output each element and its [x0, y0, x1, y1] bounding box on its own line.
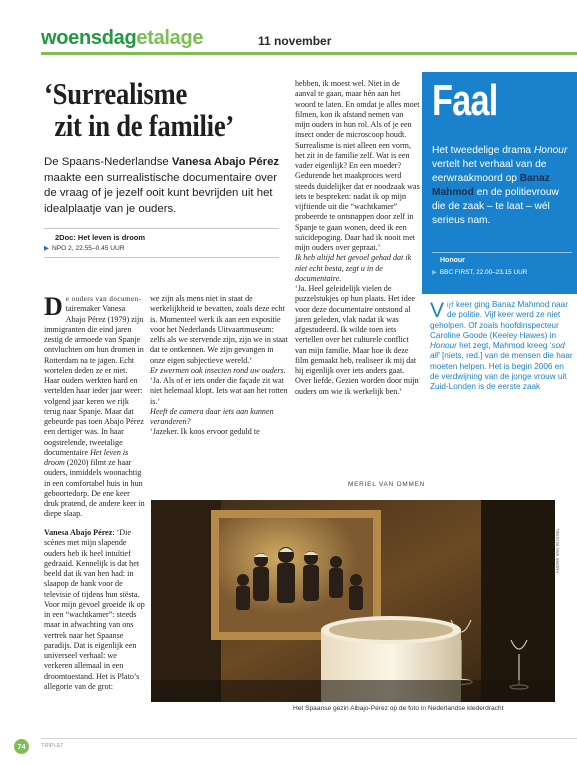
sidebar-body-text: keer ging Banaz Mahmod naar de politie. Vijf keer werd ze niet geholpen. Of zoals hoofdinspecteur Caroline Goode (Keeley Hawes) in [430, 300, 568, 340]
col1-film-title: Het leven is droom [44, 447, 129, 467]
intro-name: Vanesa Abajo Pérez [171, 156, 280, 168]
sidebar-body [430, 300, 575, 392]
section-brand [41, 27, 203, 50]
play-arrow-icon: ▶ [432, 269, 437, 276]
sidebar-intro-mid: vertelt het verhaal van de eerwraakmoord op [432, 159, 547, 184]
magazine-name: TRIPLE7 [41, 743, 64, 749]
sidebar-show-name: Honour [533, 145, 568, 156]
brand-part-2: etalage [136, 27, 204, 49]
header-rule [41, 52, 577, 55]
photo-caption: Het Spaanse gezin Albajo-Pérez op de foto in Nederlandse klederdracht [293, 705, 504, 712]
tv-listing-meta [44, 244, 279, 252]
sidebar-intro-pre: Het tweedelige drama [432, 145, 534, 156]
page-title [44, 78, 259, 142]
tv-meta-text: NPO 2, 22.55–0.45 UUR [52, 245, 125, 252]
sidebar-victim-name: Banaz Mahmod [432, 173, 550, 198]
col3-text: hebben, ik moest wel. Niet in de aanval te gaan, maar hén aan het woord te laten. En omdat je alles moet filmen, kon ik afstand nemen van mijn ouders in hun rol. Als of je een insect onder de microscoop houdt. Surrealisme is niet alleen een vorm, het zit in de familie zelf. Wat is een vader eigenlijk? En een moeder? Gedurende het maakproces werd steeds duidelijker dat er noodzaak was iets te bespreken: nadat ik op mijn vijftiende uit die “wachtkamer” probeerde te ontsnappen door zelf in Spanje te gaan wonen, deed ik een suïcidepoging. Daar had ik nooit met mijn ouders over gepraat.’ [295, 79, 420, 252]
article-column-3 [295, 79, 420, 397]
page-number: 74 [14, 739, 29, 754]
sidebar-title: Faal [432, 76, 498, 125]
sidebar-lead: ijf [447, 300, 454, 309]
headline-line-1: ‘Surrealisme [44, 76, 188, 111]
col1-text: tairemaker Vanesa Abajo Pérez (1979) zijn immigranten die eind jaren zestig de armoede van Spanje ontvluchten om hun dromen in Rotterdam na te jagen. Echt wortelen deden ze er niet. Haar ouders werkten hard en vertelden haar ieder jaar weer: volgend jaar keren we rijk terug naar Spanje. Maar dat gebeurde pas toen Abajo Pérez een dertiger was. In haar oogstrelende, tweetalige documentaire [44, 304, 144, 457]
sidebar-body-text-3: ’ [niets, red.] van de mensen die haar moeten helpen. Het is begin 2006 en de verdwijning van de jonge vrouw uit Zuid-Londen is de eerste zaak [430, 351, 573, 391]
sidebar-quote: sod all [430, 341, 565, 361]
intro-paragraph [44, 155, 288, 217]
tv-listing [44, 228, 279, 258]
sidebar-intro-post: en de politievrouw die de zaak – te laat – wél serieus nam. [432, 187, 559, 226]
sidebar-show-meta [432, 268, 527, 276]
footer-rule [41, 738, 577, 739]
photo-credit: ANDRÉ VAN RIJSSEL [555, 528, 560, 574]
interview-question-3: Ik heb altijd het gevoel gehad dat ik niet echt besta, zegt u in de documentaire. [295, 253, 412, 283]
speaker-name: Vanesa Abajo Pérez [44, 528, 113, 537]
intro-text-post: maakte een surrealistische documentaire over de vraag of je jezelf ooit kunt bevrijden uit het idealplaatje van je ouders. [44, 171, 277, 215]
byline: MERIEL VAN OMMEN [348, 481, 426, 488]
sidebar-body-show: Honour [430, 341, 457, 350]
col2-text: we zijn als mens niet in staat de werkelijkheid te bevatten, zoals deze echt is. Momenteel werk ik aan een expositie voor het Nederlands Uitvaartmuseum: zelfs als we stervende zijn, zijn we in staat dat te ontkennen. We zijn gevangen in onze eigen subjectieve wereld.’ [150, 294, 288, 365]
interview-answer-2: ‘Jazeker. Ik koos ervoor geduld te [150, 427, 260, 437]
lead-text: e ouders van documen- [65, 295, 142, 303]
interview-question-1: Er zwermen ook insecten rond uw ouders. [150, 365, 286, 375]
col1b-text: : ‘Die scènes met mijn slapende ouders heb ik heel intuïtief gedraaid. Kennelijk is dat het beeld dat ik van hen had: in slaapop de bank voor de televisie of tijdens hun siësta. Voor mijn gevoel groeide ik op in een “wachtkamer”: steeds maar in afwachting van ons vertrek naar het Spaanse paradijs. Dat is eigenlijk een universeel verhaal: we verkeren allemaal in een droomtoestand. Het is Plato’s allegorie van de grot: [44, 528, 145, 691]
col1-text-2: (2020) filmt ze haar ouders, inmiddels woonachtig in een comfortabel huis in hun geboortedorp. De ene keer druk pratend, de andere keer in diepe slaap. [44, 458, 145, 519]
article-column-1-continued [44, 528, 145, 692]
sidebar-meta-text: BBC FIRST, 22.00–23.15 UUR [439, 269, 528, 276]
article-column-1 [44, 294, 145, 520]
issue-date: 11 november [258, 34, 332, 48]
intro-text-pre: De Spaans-Nederlandse [44, 156, 172, 168]
play-arrow-icon: ▶ [44, 245, 49, 252]
interview-answer-1: ‘Ja. Als of er iets onder die façade zit wat niet helemaal klopt. Iets wat aan het rotten is.’ [150, 376, 288, 406]
brand-part-1: woensdag [41, 27, 137, 49]
sidebar-rule [432, 252, 572, 253]
article-column-2 [150, 294, 288, 438]
article-photo [151, 500, 555, 702]
drop-cap: D [44, 292, 63, 321]
sidebar-drop-cap: V [430, 299, 445, 322]
family-photo-illustration [151, 500, 555, 702]
interview-question-2: Heeft de camera daar iets aan kunnen veranderen? [150, 406, 274, 426]
sidebar-body-text-2: het zegt, Mahmod kreeg ‘ [456, 341, 552, 350]
sidebar-intro [432, 144, 572, 228]
tv-listing-title: 2Doc: Het leven is droom [55, 233, 146, 242]
interview-answer-3: ‘Ja. Heel geleidelijk vielen de puzzelstukjes op hun plaats. Het idee voor deze documentaire ontstond al jaren geleden, vlak nadat ik was afgestudeerd. Ik wilde toen iets vertellen over het culturele conflict van mijn familie. Maar hoe ik deze film gemaakt heb, realiseer ik mij dat hij eigenlijk over iets anders gaat. Over liefde. Gezien worden door mijn ouders om wie ik werkelijk ben.’ [295, 284, 419, 396]
sidebar-show-title: Honour [440, 257, 465, 264]
headline-line-2: zit in de familie’ [54, 108, 235, 143]
